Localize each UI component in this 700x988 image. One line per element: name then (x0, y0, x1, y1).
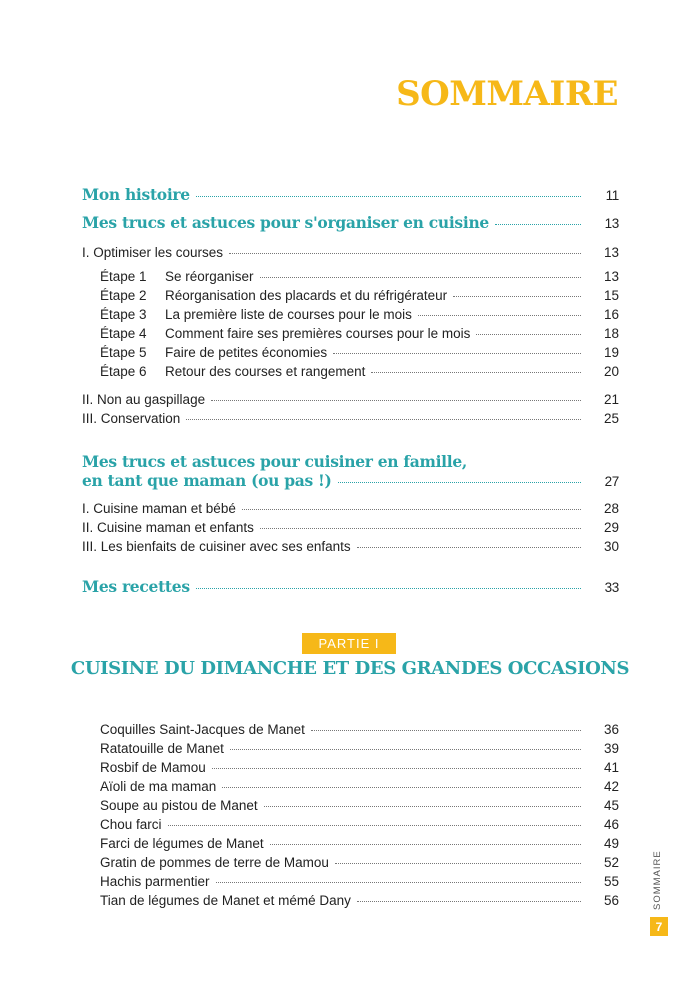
dot-leader (311, 730, 581, 731)
toc-entry-text: Mes recettes (82, 577, 190, 596)
dot-leader (196, 588, 581, 589)
dot-leader (229, 253, 581, 254)
recipe-page: 49 (603, 836, 619, 851)
side-section-label: SOMMAIRE (652, 850, 663, 910)
dot-leader (453, 296, 581, 297)
toc-entry-page: 28 (603, 501, 619, 516)
dot-leader (242, 509, 581, 510)
toc-entry-text: Mes trucs et astuces pour s'organiser en cuisine (82, 213, 489, 232)
dot-leader (476, 334, 581, 335)
recipe-page: 42 (603, 779, 619, 794)
recipe-entry[interactable] (100, 721, 619, 739)
toc-entry-page: 21 (603, 392, 619, 407)
dot-leader (495, 224, 581, 225)
toc-entry-text: I. Cuisine maman et bébé (82, 501, 236, 516)
dot-leader (338, 482, 581, 483)
toc-entry-page: 13 (604, 216, 619, 231)
toc-entry-etape-3[interactable] (100, 306, 619, 324)
recipe-name: Soupe au pistou de Manet (100, 798, 258, 813)
recipe-page: 56 (603, 893, 619, 908)
toc-entry-page: 27 (604, 474, 619, 489)
toc-entry-page: 30 (603, 539, 619, 554)
toc-entry-text: II. Non au gaspillage (82, 392, 206, 407)
dot-leader (168, 825, 581, 826)
toc-entry-etape-2[interactable] (100, 287, 619, 305)
toc-entry-etape-5[interactable] (100, 344, 619, 362)
dot-leader (371, 372, 581, 373)
toc-entry-text: Mon histoire (82, 185, 190, 204)
recipe-page: 55 (603, 874, 619, 889)
toc-entry-text: III. Les bienfaits de cuisiner avec ses enfants (82, 539, 351, 554)
dot-leader (222, 787, 581, 788)
toc-entry-text: Réorganisation des placards et du réfrigérateur (165, 288, 448, 303)
toc-entry-etape-4[interactable] (100, 325, 619, 343)
toc-entry-text: Retour des courses et rangement (165, 364, 366, 379)
etape-number: Étape 2 (100, 288, 147, 303)
toc-entry-maman-enfants[interactable] (82, 519, 619, 537)
page-title: SOMMAIRE (396, 74, 618, 114)
etape-number: Étape 1 (100, 269, 147, 284)
toc-entry-gaspillage[interactable] (82, 391, 619, 409)
partie-badge: PARTIE I (302, 633, 396, 654)
dot-leader (260, 277, 581, 278)
toc-entry-text: Faire de petites économies (165, 345, 328, 360)
toc-entry-page: 15 (603, 288, 619, 303)
etape-number: Étape 3 (100, 307, 147, 322)
dot-leader (211, 400, 581, 401)
toc-entry-recettes[interactable] (82, 578, 619, 597)
recipe-entry[interactable] (100, 892, 619, 910)
recipe-entry[interactable] (100, 797, 619, 815)
etape-number: Étape 4 (100, 326, 147, 341)
recipe-page: 39 (603, 741, 619, 756)
recipe-page: 52 (603, 855, 619, 870)
dot-leader (270, 844, 581, 845)
toc-entry-maman-bebe[interactable] (82, 500, 619, 518)
recipe-page: 46 (603, 817, 619, 832)
dot-leader (260, 528, 581, 529)
recipe-entry[interactable] (100, 835, 619, 853)
dot-leader (196, 196, 581, 197)
dot-leader (264, 806, 581, 807)
recipe-name: Hachis parmentier (100, 874, 210, 889)
dot-leader (186, 419, 581, 420)
recipe-page: 45 (603, 798, 619, 813)
dot-leader (335, 863, 581, 864)
recipe-entry[interactable] (100, 854, 619, 872)
page-number-badge: 7 (650, 917, 668, 936)
recipe-entry[interactable] (100, 759, 619, 777)
toc-entry-text: Comment faire ses premières courses pour le mois (165, 326, 471, 341)
toc-entry-page: 29 (603, 520, 619, 535)
toc-entry-organiser[interactable] (82, 214, 619, 233)
toc-entry-page: 18 (603, 326, 619, 341)
dot-leader (333, 353, 581, 354)
dot-leader (357, 901, 581, 902)
toc-entry-optimiser[interactable] (82, 244, 619, 262)
recipe-entry[interactable] (100, 778, 619, 796)
toc-entry-text: II. Cuisine maman et enfants (82, 520, 254, 535)
toc-entry-text: en tant que maman (ou pas !) (82, 471, 332, 490)
recipe-name: Coquilles Saint-Jacques de Manet (100, 722, 305, 737)
partie-title: CUISINE DU DIMANCHE ET DES GRANDES OCCASIONS (70, 658, 630, 679)
recipe-page: 36 (603, 722, 619, 737)
toc-entry-etape-6[interactable] (100, 363, 619, 381)
etape-number: Étape 5 (100, 345, 147, 360)
toc-entry-page: 13 (603, 269, 619, 284)
toc-entry-page: 20 (603, 364, 619, 379)
recipe-name: Tian de légumes de Manet et mémé Dany (100, 893, 351, 908)
toc-entry-page: 13 (603, 245, 619, 260)
recipe-name: Aïoli de ma maman (100, 779, 217, 794)
toc-entry-text: III. Conservation (82, 411, 181, 426)
recipe-name: Rosbif de Mamou (100, 760, 206, 775)
recipe-entry[interactable] (100, 873, 619, 891)
toc-entry-mon-histoire[interactable] (82, 186, 619, 205)
toc-entry-text: Se réorganiser (165, 269, 254, 284)
dot-leader (230, 749, 581, 750)
toc-entry-page: 11 (605, 188, 619, 203)
dot-leader (357, 547, 581, 548)
recipe-entry[interactable] (100, 816, 619, 834)
dot-leader (418, 315, 581, 316)
toc-entry-famille-line1[interactable]: Mes trucs et astuces pour cuisiner en famille, (82, 452, 468, 471)
recipe-name: Chou farci (100, 817, 162, 832)
toc-entry-page: 25 (603, 411, 619, 426)
toc-entry-bienfaits[interactable] (82, 538, 619, 556)
recipe-entry[interactable] (100, 740, 619, 758)
recipe-name: Gratin de pommes de terre de Mamou (100, 855, 329, 870)
dot-leader (216, 882, 581, 883)
toc-entry-etape-1[interactable] (100, 268, 619, 286)
toc-entry-text: La première liste de courses pour le mois (165, 307, 412, 322)
toc-entry-page: 19 (603, 345, 619, 360)
toc-entry-page: 33 (604, 580, 619, 595)
recipe-page: 41 (603, 760, 619, 775)
toc-entry-famille[interactable] (82, 472, 619, 491)
recipe-name: Ratatouille de Manet (100, 741, 224, 756)
dot-leader (212, 768, 581, 769)
recipe-name: Farci de légumes de Manet (100, 836, 264, 851)
toc-entry-page: 16 (603, 307, 619, 322)
toc-entry-conservation[interactable] (82, 410, 619, 428)
toc-entry-text: I. Optimiser les courses (82, 245, 224, 260)
etape-number: Étape 6 (100, 364, 147, 379)
